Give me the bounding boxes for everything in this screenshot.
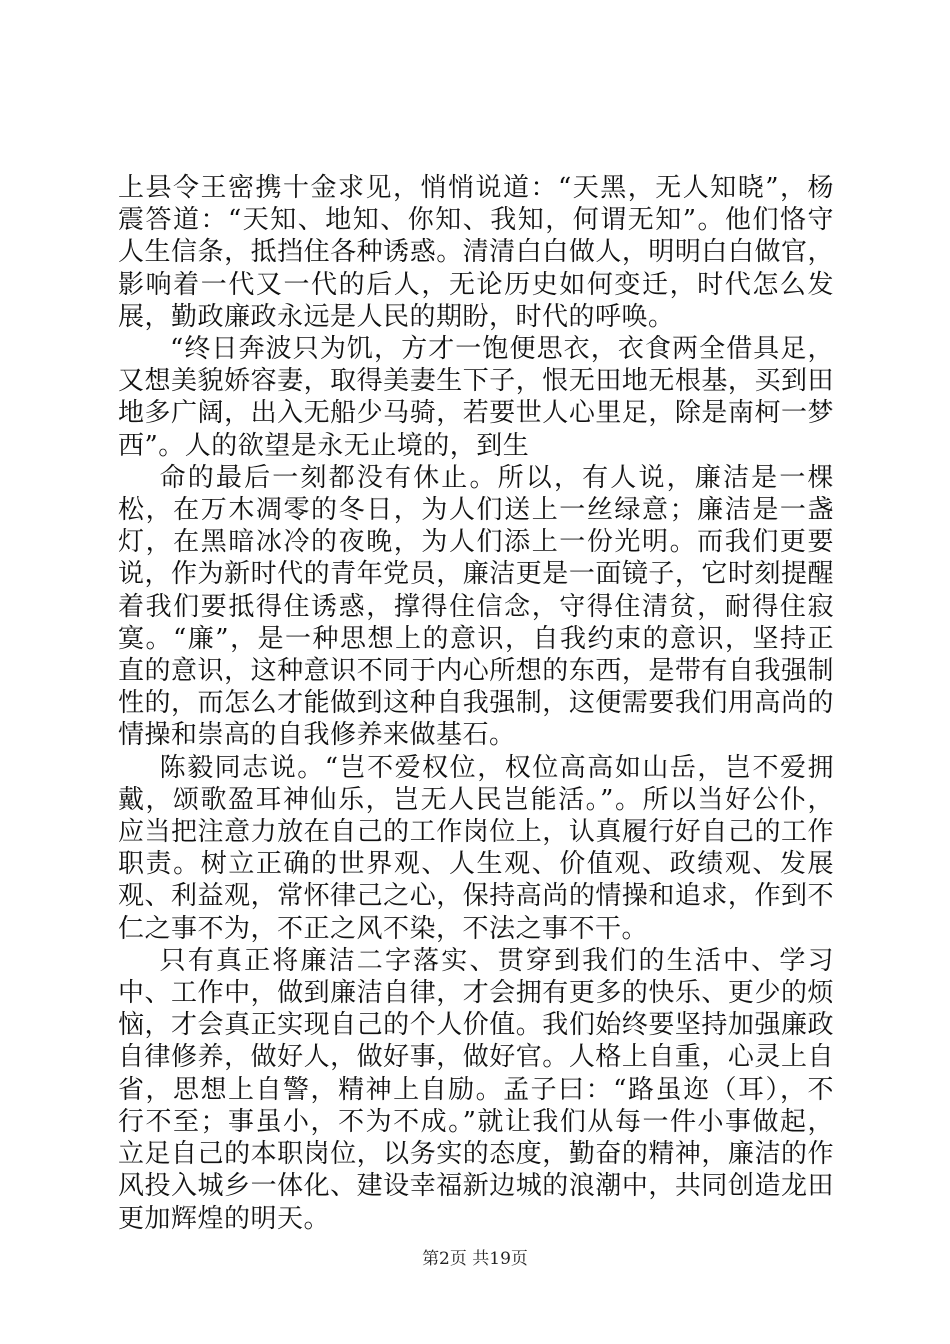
- paragraph-5: 只有真正将廉洁二字落实、贯穿到我们的生活中、学习中、工作中，做到廉洁自律，才会拥有更多的快乐、更少的烦恼，才会真正实现自己的个人价值。我们始终要坚持加强廉政自律修养，做好人，做好事，做好官。人格上自重，心灵上自省，思想上自警，精神上自励。孟子曰：“路虽迩（耳），不行不至；事虽小，不为不成。”就让我们从每一件小事做起，立足自己的本职岗位，以务实的态度，勤奋的精神，廉洁的作风投入城乡一体化、建设幸福新边城的浪潮中，共同创造龙田更加辉煌的明天。: [118, 945, 834, 1234]
- paragraph-3: 命的最后一刻都没有休止。所以，有人说，廉洁是一棵松，在万木凋零的冬日，为人们送上一丝绿意；廉洁是一盏灯，在黑暗冰冷的夜晚，为人们添上一份光明。而我们更要说，作为新时代的青年党员，廉洁更是一面镜子，它时刻提醒着我们要抵得住诱惑，撑得住信念，守得住清贫，耐得住寂寞。“廉”，是一种思想上的意识，自我约束的意识，坚持正直的意识，这种意识不同于内心所想的东西，是带有自我强制性的，而怎么才能做到这种自我强制，这便需要我们用高尚的情操和崇高的自我修养来做基石。: [118, 462, 834, 751]
- document-body: [118, 172, 834, 1235]
- paragraph-2: “终日奔波只为饥，方才一饱便思衣，衣食两全借具足，又想美貌娇容妻，取得美妻生下子，恨无田地无根基，买到田地多广阔，出入无船少马骑，若要世人心里足，除是南柯一梦西”。人的欲望是永无止境的，到生: [118, 334, 834, 461]
- paragraph-4: 陈毅同志说。“岂不爱权位，权位高高如山岳，岂不爱拥戴，颂歌盈耳神仙乐，岂无人民岂能活。”。所以当好公仆，应当把注意力放在自己的工作岗位上，认真履行好自己的工作职责。树立正确的世界观、人生观、价值观、政绩观、发展观、利益观，常怀律己之心，保持高尚的情操和追求，作到不仁之事不为，不正之风不染，不法之事不干。: [118, 752, 834, 944]
- paragraph-1: 上县令王密携十金求见，悄悄说道：“天黑，无人知晓”，杨震答道：“天知、地知、你知、我知，何谓无知”。他们恪守人生信条，抵挡住各种诱惑。清清白白做人，明明白白做官，影响着一代又一代的后人，无论历史如何变迁，时代怎么发展，勤政廉政永远是人民的期盼，时代的呼唤。: [118, 173, 834, 332]
- page-number-footer: 第2页 共19页: [422, 1249, 528, 1269]
